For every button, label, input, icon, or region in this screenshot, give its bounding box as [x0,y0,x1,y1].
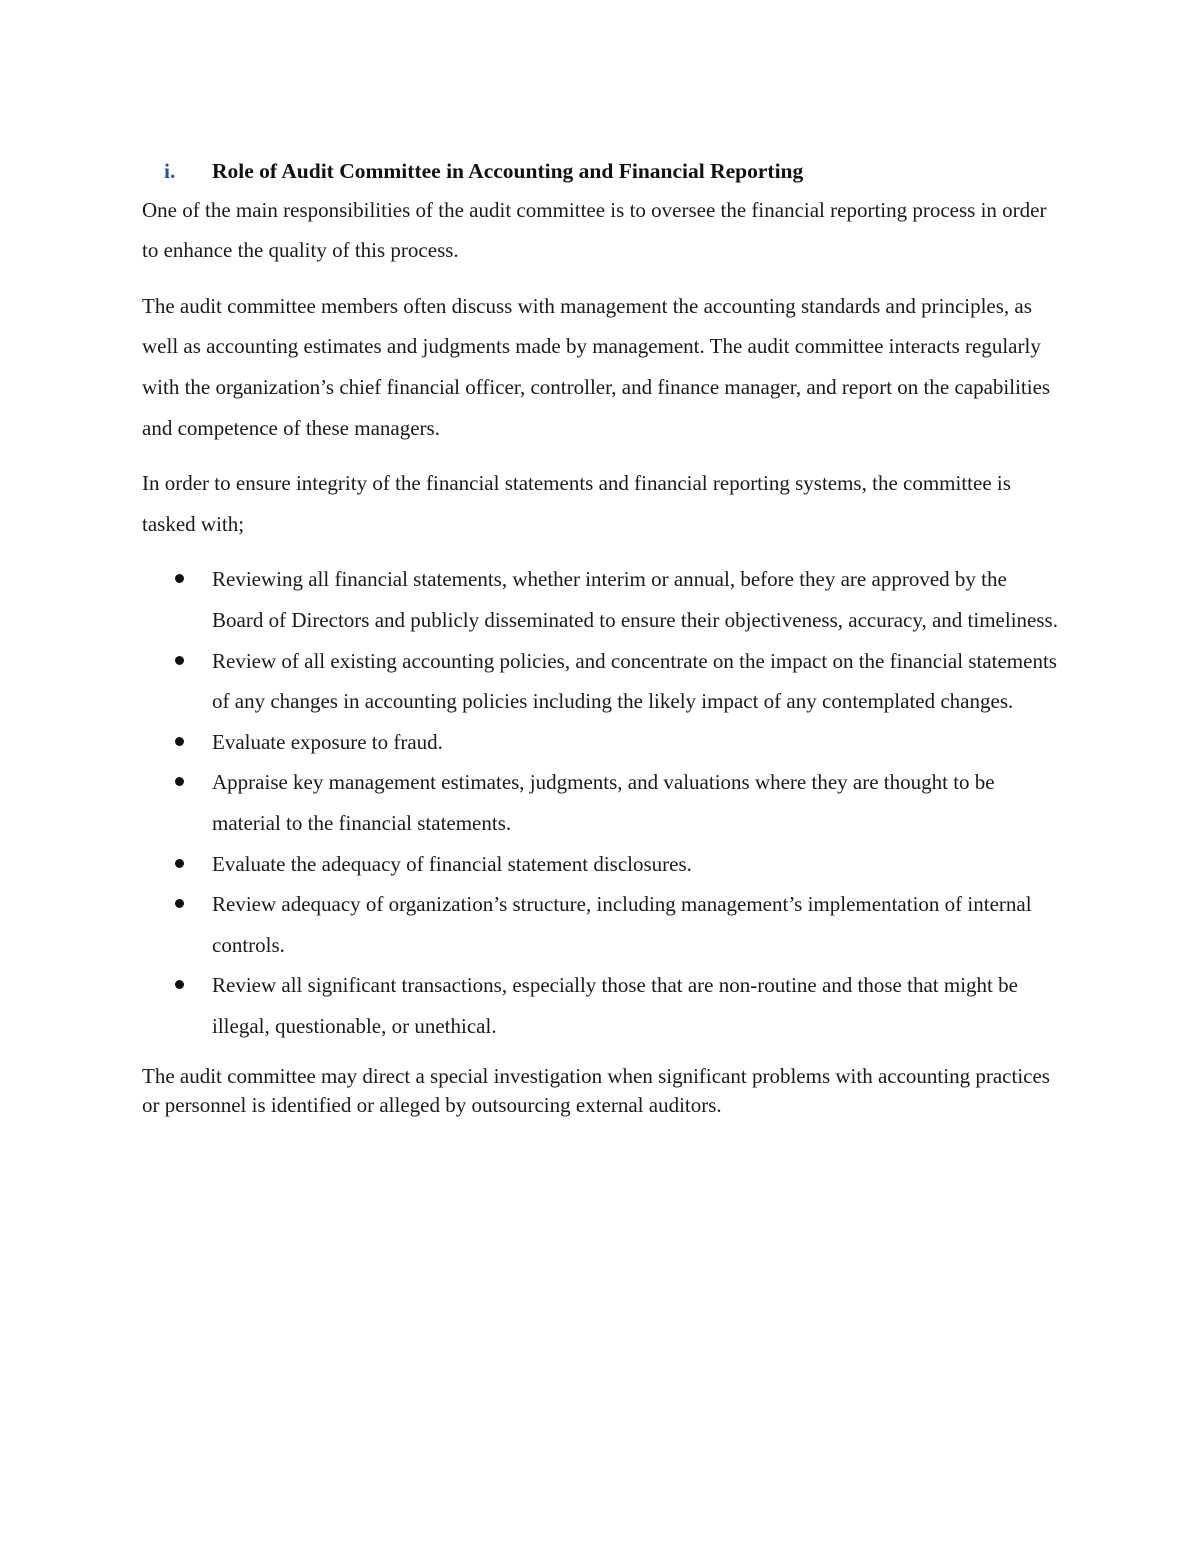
bullet-icon [175,899,184,908]
section-heading [142,160,1060,184]
bullet-icon [175,574,184,583]
section-number: i. [164,159,176,183]
bullet-icon [175,777,184,786]
list-item [142,844,1060,885]
responsibilities-list [142,559,1060,1046]
list-item [142,965,1060,1046]
list-item [142,641,1060,722]
list-item [142,762,1060,843]
paragraph-intro: One of the main responsibilities of the audit committee is to oversee the financial reporting process in order to enhance the quality of this process. [142,197,1047,263]
section-title: Role of Audit Committee in Accounting and Financial Reporting [212,159,804,183]
bullet-icon [175,980,184,989]
list-item-text: Review adequacy of organization’s structure, including management’s implementation of internal controls. [212,892,1032,957]
paragraph-investigation: The audit committee may direct a special investigation when significant problems with accounting practices or personnel is identified or alleged by outsourcing external auditors. [142,1063,1050,1118]
list-item [142,559,1060,640]
list-item-text: Reviewing all financial statements, whether interim or annual, before they are approved by the Board of Directors and publicly disseminated to ensure their objectiveness, accuracy, and timeliness. [212,567,1058,632]
bullet-icon [175,737,184,746]
list-item-text: Evaluate exposure to fraud. [212,729,443,754]
bullet-icon [175,656,184,665]
bullet-icon [175,859,184,868]
list-item-text: Evaluate the adequacy of financial statement disclosures. [212,851,692,876]
list-item-text: Review all significant transactions, especially those that are non-routine and those that might be illegal, questionable, or unethical. [212,973,1018,1038]
document-content [142,160,1060,1121]
list-item-text: Review of all existing accounting policies, and concentrate on the impact on the financial statements of any changes in accounting policies including the likely impact of any contemplated changes. [212,648,1057,714]
paragraph-integrity: In order to ensure integrity of the financial statements and financial reporting systems, the committee is tasked with; [142,471,1011,536]
paragraph-members: The audit committee members often discuss with management the accounting standards and principles, as well as accounting estimates and judgments made by management. The audit committee interacts regularly with the organization’s chief financial officer, controller, and finance manager, and report on the capabilities and competence of these managers. [142,293,1051,440]
list-item-text: Appraise key management estimates, judgments, and valuations where they are thought to be material to the financial statements. [212,770,995,835]
list-item [142,722,1060,763]
list-item [142,884,1060,965]
